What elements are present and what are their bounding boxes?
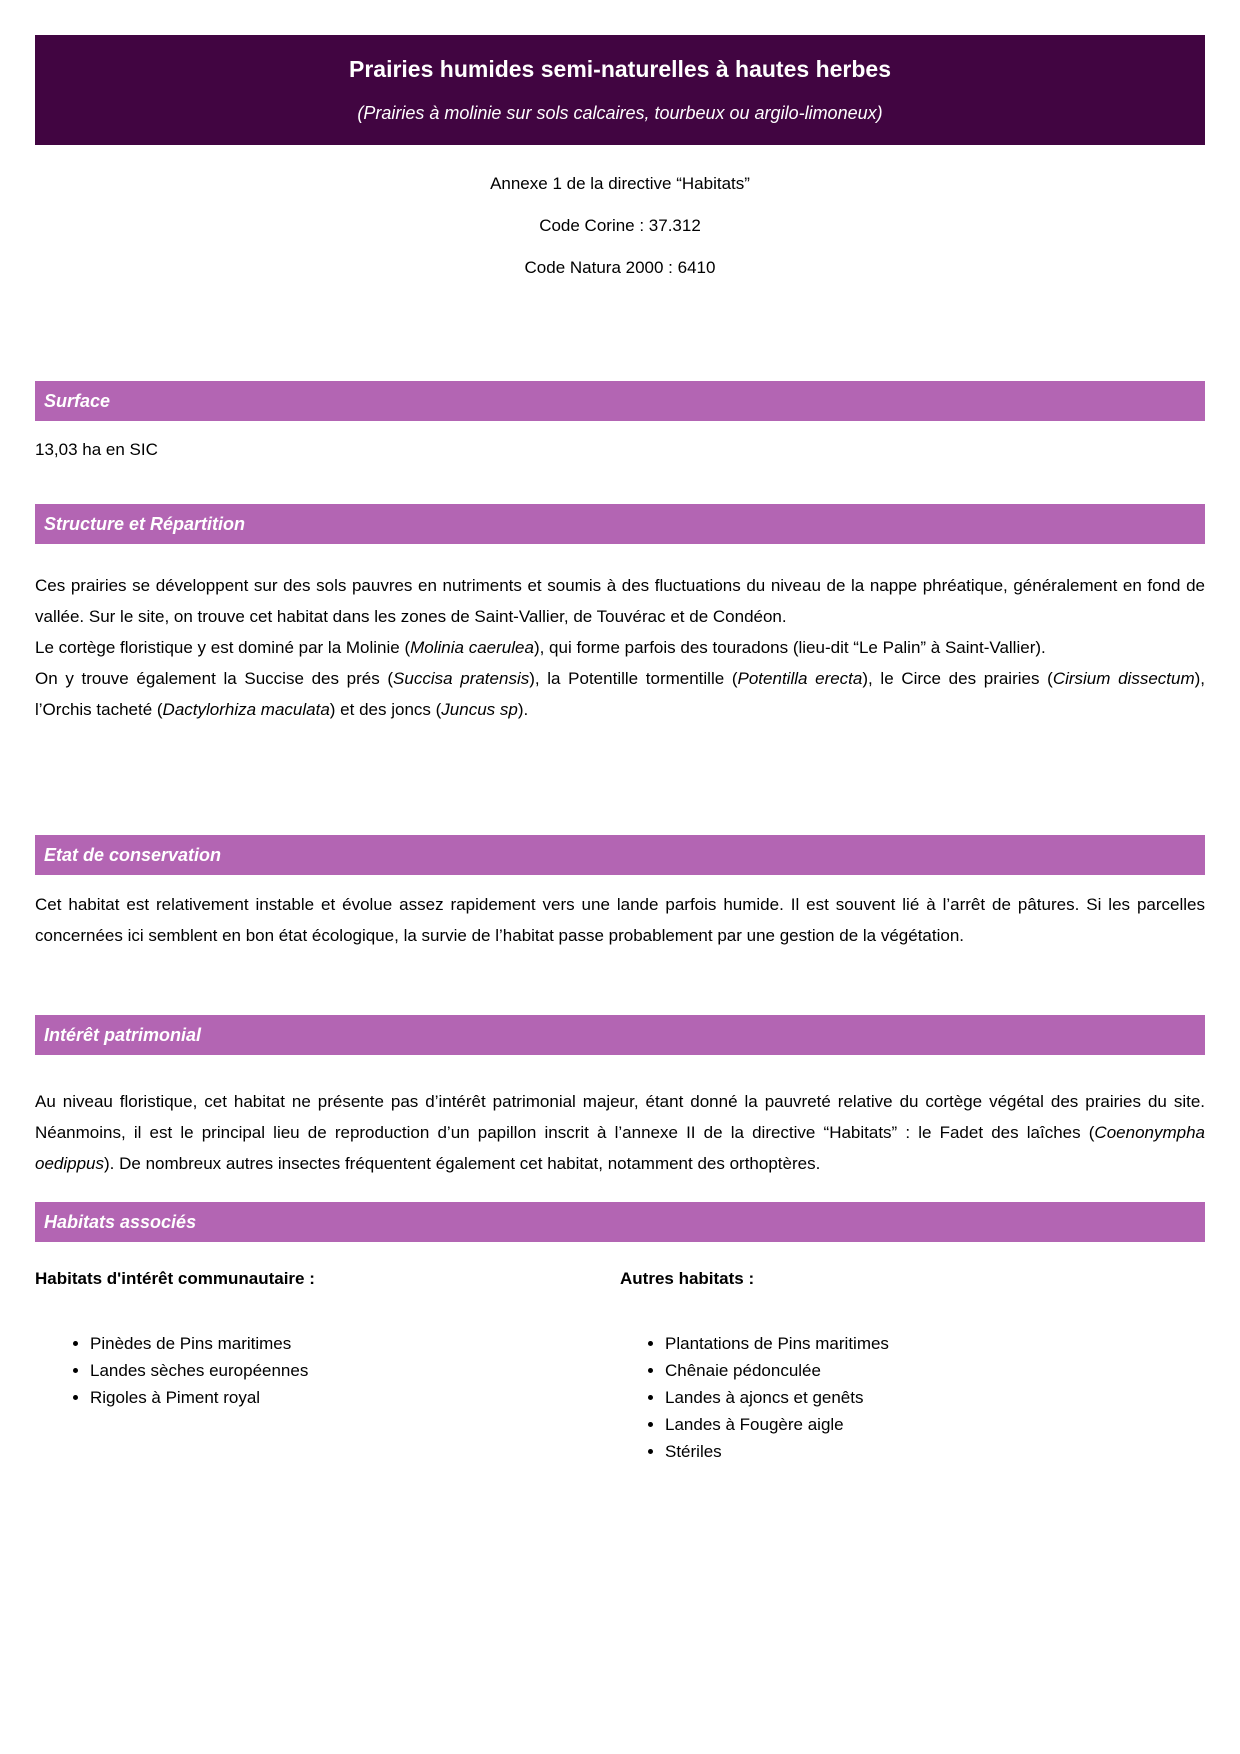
structure-paragraph-3 <box>35 663 1205 725</box>
section-habitats-associes <box>35 1202 1205 1465</box>
species-name: Succisa pratensis <box>393 669 530 688</box>
title-banner <box>35 35 1205 145</box>
structure-paragraph-1 <box>35 570 1205 632</box>
section-header-structure <box>35 504 1205 544</box>
species-name: Molinia caerulea <box>410 638 534 657</box>
autres-habitats-list <box>620 1330 1205 1465</box>
habitat-list-item: • Pinèdes de Pins maritimes <box>90 1330 620 1357</box>
text-segment: ) et des joncs ( <box>329 700 442 719</box>
section-title-surface: Surface <box>44 390 111 411</box>
habitat-list-item: • Stériles <box>665 1438 1205 1465</box>
section-surface <box>35 381 1205 463</box>
document-subtitle: (Prairies à molinie sur sols calcaires, tourbeux ou argilo-limoneux) <box>357 103 883 123</box>
habitat-list-item: • Chênaie pédonculée <box>665 1357 1205 1384</box>
section-conservation <box>35 835 1205 951</box>
section-structure <box>35 504 1205 725</box>
codes-block <box>35 171 1205 281</box>
interet-paragraph <box>35 1086 1205 1179</box>
section-header-habitats <box>35 1202 1205 1242</box>
document-title: Prairies humides semi-naturelles à hautes herbes <box>348 56 891 82</box>
section-title-interet: Intérêt patrimonial <box>44 1024 202 1045</box>
text-segment: Au niveau floristique, cet habitat ne présente pas d’intérêt patrimonial majeur, étant donné la pauvreté relative du cortège végétal des prairies du site. Néanmoins, il est le principal lieu de reproduction d’un papillon inscrit à l’annexe II de la directive “Habitats” : le Fadet des laîches ( <box>35 1092 1205 1142</box>
text-segment: ), la Potentille tormentille ( <box>529 669 738 688</box>
species-name: Cirsium dissectum <box>1052 669 1195 688</box>
section-header-interet <box>35 1015 1205 1055</box>
section-title-habitats: Habitats associés <box>44 1211 197 1232</box>
section-header-conservation <box>35 835 1205 875</box>
section-interet <box>35 1015 1205 1179</box>
habitats-communautaire-list <box>35 1330 620 1411</box>
text-segment: ), le Circe des prairies ( <box>862 669 1053 688</box>
surface-value: 13,03 ha en SIC <box>35 440 158 459</box>
habitat-list-item: • Rigoles à Piment royal <box>90 1384 620 1411</box>
habitat-list-item: • Landes à ajoncs et genêts <box>665 1384 1205 1411</box>
conservation-paragraph <box>35 889 1205 951</box>
habitats-communautaire-heading: Habitats d'intérêt communautaire : <box>35 1269 315 1288</box>
habitat-list-item: • Plantations de Pins maritimes <box>665 1330 1205 1357</box>
annexe-line: Annexe 1 de la directive “Habitats” <box>490 174 750 193</box>
text-segment: Ces prairies se développent sur des sols pauvres en nutriments et soumis à des fluctuations du niveau de la nappe phréatique, généralement en fond de vallée. Sur le site, on trouve cet habitat dans les zones de Saint-Vallier, de Touvérac et de Condéon. <box>35 576 1205 626</box>
text-segment: Cet habitat est relativement instable et évolue assez rapidement vers une lande parfois humide. Il est souvent lié à l’arrêt de pâtures. Si les parcelles concernées ici semblent en bon état écologique, la survie de l’habitat passe probablement par une gestion de la végétation. <box>35 895 1205 945</box>
text-segment: ), qui forme parfois des touradons (lieu-dit “Le Palin” à Saint-Vallier). <box>533 638 1046 657</box>
structure-paragraph-2 <box>35 632 1205 663</box>
habitat-list-item: • Landes sèches européennes <box>90 1357 620 1384</box>
section-title-structure: Structure et Répartition <box>44 513 246 534</box>
section-title-conservation: Etat de conservation <box>44 844 222 865</box>
habitats-columns <box>35 1266 1205 1465</box>
species-name: Coenonympha oedippus <box>35 1123 1205 1173</box>
code-natura-line: Code Natura 2000 : 6410 <box>524 258 716 277</box>
text-segment: On y trouve également la Succise des prés ( <box>35 669 394 688</box>
species-name: Potentilla erecta <box>737 669 863 688</box>
text-segment: ), l’Orchis tacheté ( <box>35 669 1206 719</box>
text-segment: ). De nombreux autres insectes fréquentent également cet habitat, notamment des orthoptères. <box>104 1154 821 1173</box>
habitat-list-item: • Landes à Fougère aigle <box>665 1411 1205 1438</box>
text-segment: ). <box>517 700 529 719</box>
code-corine-line: Code Corine : 37.312 <box>539 216 701 235</box>
habitats-communautaire-column <box>35 1266 620 1465</box>
autres-habitats-column <box>620 1266 1205 1465</box>
autres-habitats-heading: Autres habitats : <box>620 1269 755 1288</box>
species-name: Juncus sp <box>441 700 518 719</box>
species-name: Dactylorhiza maculata <box>162 700 330 719</box>
text-segment: Le cortège floristique y est dominé par la Molinie ( <box>35 638 411 657</box>
section-header-surface <box>35 381 1205 421</box>
